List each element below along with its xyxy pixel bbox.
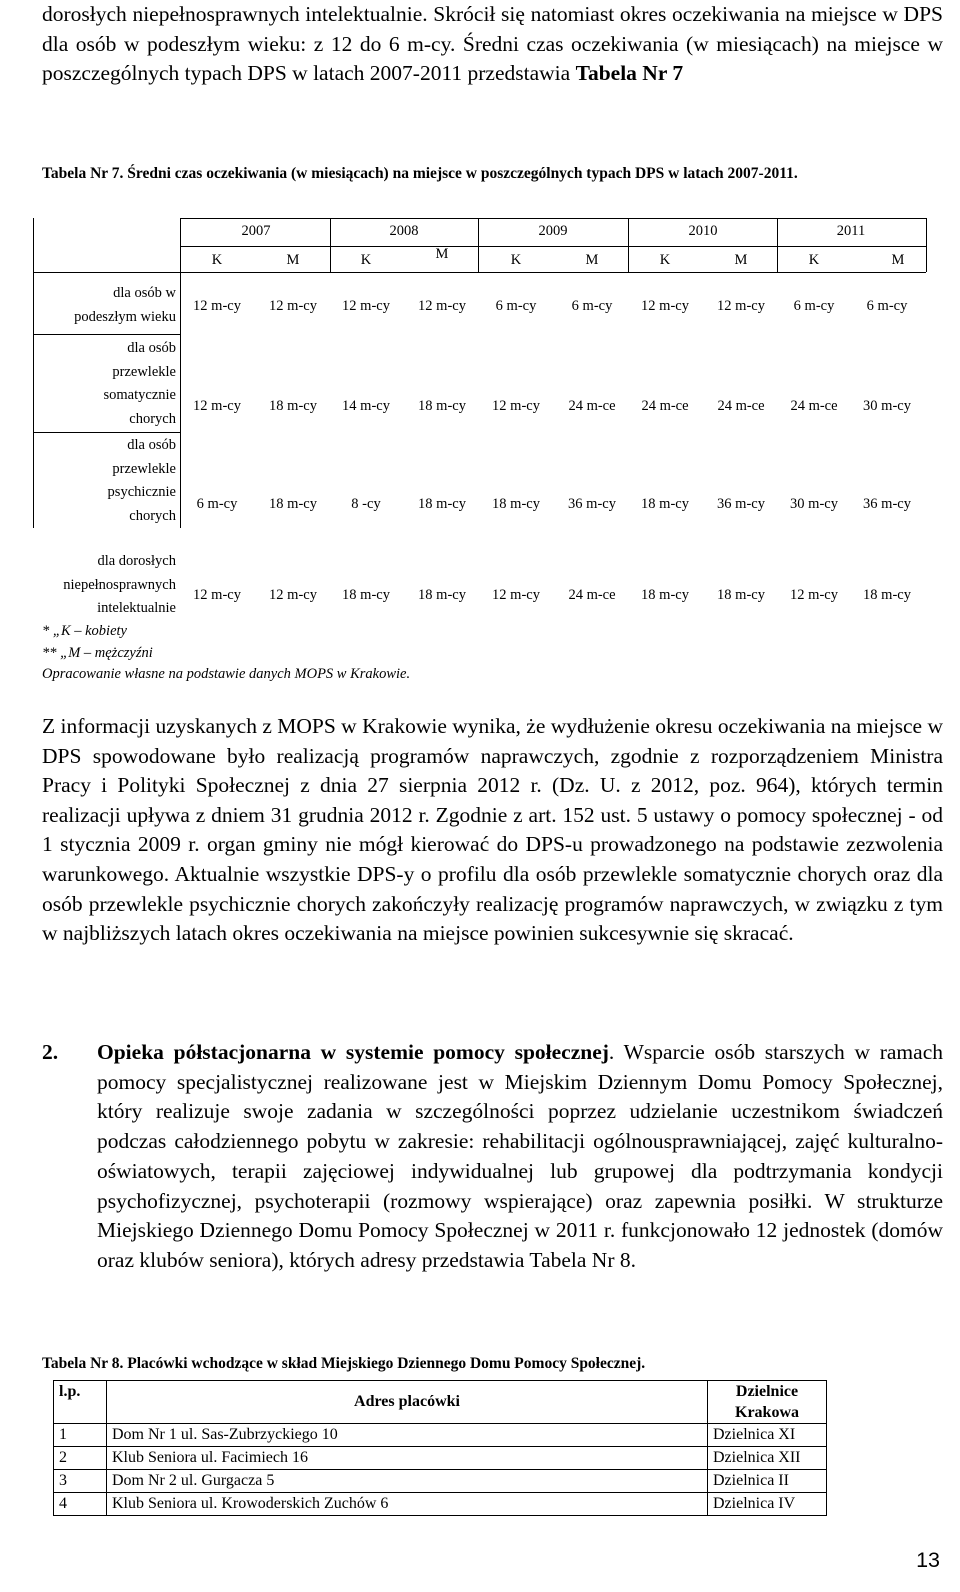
header-address: Adres placówki xyxy=(107,1381,708,1424)
source-note: Opracowanie własne na podstawie danych MOPS w Krakowie. xyxy=(42,666,411,682)
row-label xyxy=(108,434,176,528)
table-cell: 8 -cy xyxy=(351,496,381,512)
row-label-line: dla dorosłych xyxy=(97,553,176,569)
district-cell: Dzielnica IV xyxy=(708,1493,827,1516)
section-2 xyxy=(42,1038,943,1276)
table-cell: 12 m-cy xyxy=(641,298,689,314)
lp-cell: 1 xyxy=(54,1424,107,1447)
table-cell: 18 m-cy xyxy=(492,496,540,512)
section-body: . Wsparcie osób starszych w ramach pomocy specjalistycznej realizowane jest w Miejskim Dziennym Domu Pomocy Społecznej, który realizuje swoje zadania w szczególności poprzez udzielanie uczestnikom świadczeń podczas całodziennego pobytu w zakresie: rehabilitacji ogólnousprawniającej, zajęć kulturalno-oświatowych, terapii zajęciowej indywidualnej lub grupowej dla podtrzymania kondycji psychofizycznej, psychoterapii (rozmowy wspierające) oraz zapewnia posiłki. W strukturze Miejskiego Dziennego Domu Pomocy Społecznej w 2011 r. funkcjonowało 12 jednostek (domów oraz klubów seniora), których adresy przedstawia Tabela Nr 8. xyxy=(97,1040,943,1272)
table-cell: 12 m-cy xyxy=(193,298,241,314)
section-title: Opieka półstacjonarna w systemie pomocy społecznej xyxy=(97,1040,609,1064)
row-label-line: przewlekle xyxy=(112,363,176,380)
table-row xyxy=(54,1424,827,1447)
gender-header: K xyxy=(360,252,372,268)
table-cell: 24 m-ce xyxy=(790,398,838,414)
header-district-line1: Dzielnice xyxy=(735,1383,799,1400)
table-cell: 12 m-cy xyxy=(193,587,241,603)
district-cell: Dzielnica XI xyxy=(708,1424,827,1447)
row-label-line: dla osób xyxy=(127,437,176,453)
gender-header: M xyxy=(435,246,449,262)
year-header: 2010 xyxy=(688,223,718,239)
row-label-line: chorych xyxy=(129,507,176,524)
row-label-line: podeszłym wieku xyxy=(74,308,176,325)
table-cell: 24 m-ce xyxy=(568,398,616,414)
legend-note: ** „M – mężczyźni xyxy=(42,645,153,661)
row-label xyxy=(63,550,176,621)
gender-header: M xyxy=(585,252,599,268)
address-cell: Dom Nr 1 ul. Sas-Zubrzyckiego 10 xyxy=(107,1424,708,1447)
table-cell: 18 m-cy xyxy=(641,587,689,603)
table-cell: 18 m-cy xyxy=(269,398,317,414)
table-cell: 6 m-cy xyxy=(495,298,537,314)
year-header: 2009 xyxy=(538,223,568,239)
row-label-line: przewlekle xyxy=(112,460,176,477)
address-cell: Dom Nr 2 ul. Gurgacza 5 xyxy=(107,1470,708,1493)
table8 xyxy=(53,1380,827,1516)
row-label-line: niepełnosprawnych xyxy=(63,576,176,593)
page-number: 13 xyxy=(916,1548,940,1572)
table-cell: 6 m-cy xyxy=(571,298,613,314)
table-cell: 18 m-cy xyxy=(418,587,466,603)
table-cell: 30 m-cy xyxy=(863,398,911,414)
row-label-line: chorych xyxy=(129,410,176,427)
table7 xyxy=(0,0,960,700)
year-header: 2007 xyxy=(241,223,271,239)
mops-paragraph: Z informacji uzyskanych z MOPS w Krakowie wynika, że wydłużenie okresu oczekiwania na miejsce w DPS spowodowane było realizacją programów naprawczych, zgodnie z rozporządzeniem Ministra Pracy i Polityki Społecznej z dnia 27 sierpnia 2012 r. (Dz. U. z 2012, poz. 964), których termin realizacji upływa z dniem 31 grudnia 2012 r. Zgodnie z art. 152 ust. 5 ustawy o pomocy społecznej - od 1 stycznia 2009 r. organ gminy nie mógł kierować do DPS-u prowadzonego na podstawie zezwolenia warunkowego. Aktualnie wszystkie DPS-y o profilu dla osób przewlekle somatycznie chorych oraz dla osób przewlekle psychicznie chorych zakończyły realizację programów naprawczych, w związku z tym w najbliższych latach okres oczekiwania na miejsce powinien sukcesywnie się skracać. xyxy=(42,714,943,946)
header-district xyxy=(708,1381,827,1424)
table-cell: 18 m-cy xyxy=(863,587,911,603)
gender-header: M xyxy=(286,252,300,268)
address-cell: Klub Seniora ul. Krowoderskich Zuchów 6 xyxy=(107,1493,708,1516)
table-cell: 18 m-cy xyxy=(641,496,689,512)
address-cell: Klub Seniora ul. Facimiech 16 xyxy=(107,1447,708,1470)
district-cell: Dzielnica II xyxy=(708,1470,827,1493)
header-lp: l.p. xyxy=(54,1381,107,1424)
table-cell: 12 m-cy xyxy=(418,298,466,314)
table-cell: 12 m-cy xyxy=(193,398,241,414)
table-cell: 12 m-cy xyxy=(342,298,390,314)
header-district-line2: Krakowa xyxy=(735,1404,799,1421)
table-cell: 6 m-cy xyxy=(793,298,835,314)
table-cell: 6 m-cy xyxy=(866,298,908,314)
table-cell: 36 m-cy xyxy=(568,496,616,512)
year-header: 2011 xyxy=(836,223,866,239)
table-cell: 18 m-cy xyxy=(418,496,466,512)
row-label-line: intelektualnie xyxy=(97,600,176,616)
section-text xyxy=(97,1038,943,1276)
table-cell: 24 m-ce xyxy=(717,398,765,414)
gender-header: K xyxy=(211,252,223,268)
table-cell: 18 m-cy xyxy=(418,398,466,414)
table-cell: 30 m-cy xyxy=(790,496,838,512)
table8-caption: Tabela Nr 8. Placówki wchodzące w skład Miejskiego Dziennego Domu Pomocy Społecznej. xyxy=(42,1355,646,1372)
row-label xyxy=(104,337,176,431)
gender-header: M xyxy=(891,252,905,268)
table-cell: 24 m-ce xyxy=(568,587,616,603)
table-cell: 12 m-cy xyxy=(269,587,317,603)
row-label-line: somatycznie xyxy=(103,387,176,403)
row-label-line: dla osób xyxy=(127,340,176,356)
lp-cell: 2 xyxy=(54,1447,107,1470)
table-cell: 12 m-cy xyxy=(492,587,540,603)
table-cell: 12 m-cy xyxy=(717,298,765,314)
section-number: 2. xyxy=(42,1040,59,1064)
gender-header: K xyxy=(659,252,671,268)
lp-cell: 4 xyxy=(54,1493,107,1516)
table-cell: 12 m-cy xyxy=(492,398,540,414)
table-cell: 18 m-cy xyxy=(717,587,765,603)
gender-header: K xyxy=(808,252,820,268)
table7-caption: Tabela Nr 7. Średni czas oczekiwania (w miesiącach) na miejsce w poszczególnych typach DPS w latach 2007-2011. xyxy=(42,165,798,182)
row-label-line: psychicznie xyxy=(107,484,176,500)
table-reference: Tabela Nr 7 xyxy=(575,61,684,86)
row-label-line: dla osób w xyxy=(113,285,176,301)
intro-text: dorosłych niepełnosprawnych intelektualnie. Skrócił się natomiast okres oczekiwania na miejsce w DPS dla osób w podeszłym wieku: z 12 do 6 m-cy. Średni czas oczekiwania (w miesiącach) na miejsce w poszczególnych typach DPS w latach 2007-2011 przedstawia xyxy=(42,2,943,86)
gender-header: M xyxy=(734,252,748,268)
legend-note: * „K – kobiety xyxy=(42,623,127,639)
table-cell: 12 m-cy xyxy=(790,587,838,603)
year-header: 2008 xyxy=(389,223,419,239)
table-cell: 36 m-cy xyxy=(717,496,765,512)
table-cell: 18 m-cy xyxy=(342,587,390,603)
row-label xyxy=(74,282,176,329)
table-cell: 12 m-cy xyxy=(269,298,317,314)
table-row xyxy=(54,1447,827,1470)
table-cell: 14 m-cy xyxy=(342,398,390,414)
table-cell: 36 m-cy xyxy=(863,496,911,512)
table-cell: 24 m-ce xyxy=(641,398,689,414)
lp-cell: 3 xyxy=(54,1470,107,1493)
district-cell: Dzielnica XII xyxy=(708,1447,827,1470)
table-row xyxy=(54,1493,827,1516)
table-cell: 18 m-cy xyxy=(269,496,317,512)
gender-header: K xyxy=(510,252,522,268)
table-cell: 6 m-cy xyxy=(196,496,238,512)
table-row xyxy=(54,1470,827,1493)
